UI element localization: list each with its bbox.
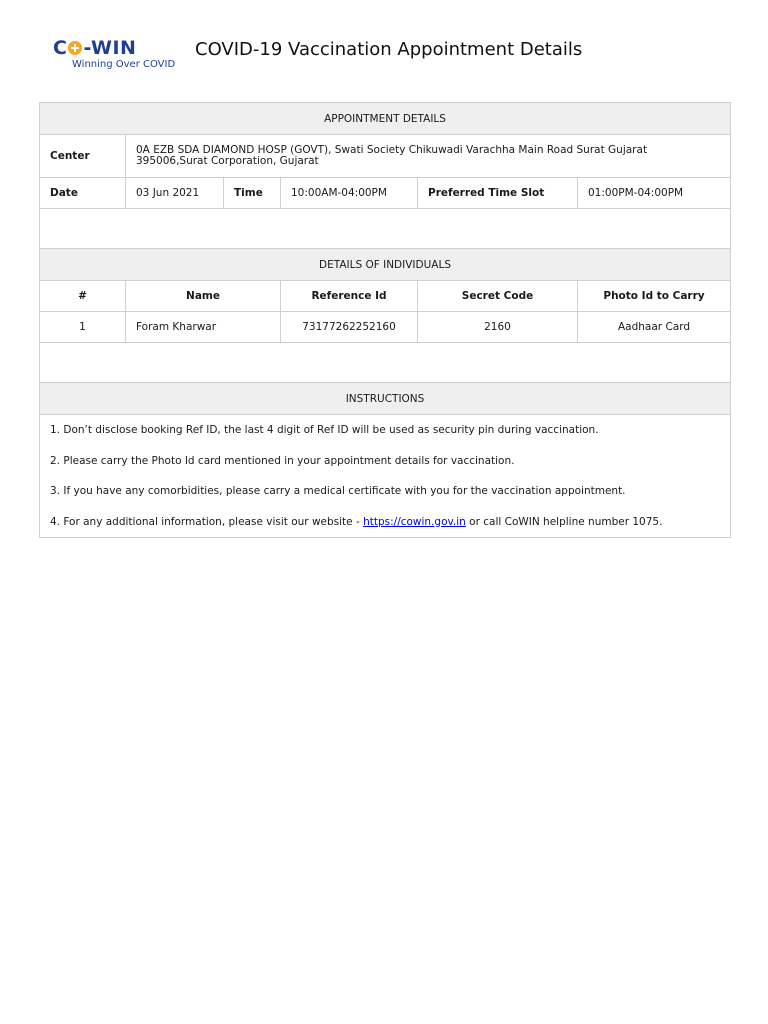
appointment-table [39,102,731,538]
row-name: Foram Kharwar [126,312,281,343]
instruction-4-prefix: 4. For any additional information, please visit our website - [50,515,364,528]
instruction-item [50,507,720,538]
logo-tagline: Winning Over COVID [72,59,176,70]
individuals-column-headers [40,281,731,312]
appointment-details-heading: APPOINTMENT DETAILS [40,103,731,135]
center-row [40,135,731,178]
spacer-row [40,343,731,383]
spacer-cell [40,209,731,249]
center-value: 0A EZB SDA DIAMOND HOSP (GOVT), Swati Society Chikuwadi Varachha Main Road Surat Gujarat 395006,Surat Corporation, Gujarat [126,135,731,178]
slot-label: Preferred Time Slot [418,178,578,209]
slot-value: 01:00PM-04:00PM [578,178,731,209]
date-value: 03 Jun 2021 [126,178,224,209]
appointment-details-header [40,103,731,135]
column-header-number: # [40,281,126,312]
row-photo-id: Aadhaar Card [578,312,731,343]
column-header-photo-id: Photo Id to Carry [578,281,731,312]
row-secret-code: 2160 [418,312,578,343]
spacer-row [40,209,731,249]
individuals-header [40,249,731,281]
row-number: 1 [40,312,126,343]
logo-suffix: -WIN [83,37,137,59]
center-label: Center [40,135,126,178]
column-header-name: Name [126,281,281,312]
logo-prefix: C [53,37,68,59]
table-row [40,312,731,343]
instruction-item: 1. Don’t disclose booking Ref ID, the last 4 digit of Ref ID will be used as security pin during vaccination. [50,424,599,436]
time-label: Time [224,178,281,209]
date-label: Date [40,178,126,209]
instruction-item: 3. If you have any comorbidities, please carry a medical certificate with you for the vaccination appointment. [50,485,626,497]
instructions-header [40,383,731,415]
instructions-heading: INSTRUCTIONS [40,383,731,415]
cowin-website-link[interactable]: https://cowin.gov.in [363,515,466,528]
instruction-item: 2. Please carry the Photo Id card mentioned in your appointment details for vaccination. [50,454,515,467]
syringe-plus-icon [68,41,82,55]
cowin-logo [53,37,183,73]
spacer-cell [40,343,731,383]
instructions-list [40,415,731,538]
individuals-heading: DETAILS OF INDIVIDUALS [40,249,731,281]
instruction-4-suffix: or call CoWIN helpline number 1075. [465,515,663,528]
date-time-row [40,178,731,209]
page-title: COVID-19 Vaccination Appointment Details [195,39,583,60]
row-reference-id: 73177262252160 [281,312,418,343]
column-header-reference-id: Reference Id [281,281,418,312]
instructions-row [40,415,731,538]
time-value: 10:00AM-04:00PM [281,178,418,209]
column-header-secret-code: Secret Code [418,281,578,312]
logo-wordmark [53,37,136,59]
